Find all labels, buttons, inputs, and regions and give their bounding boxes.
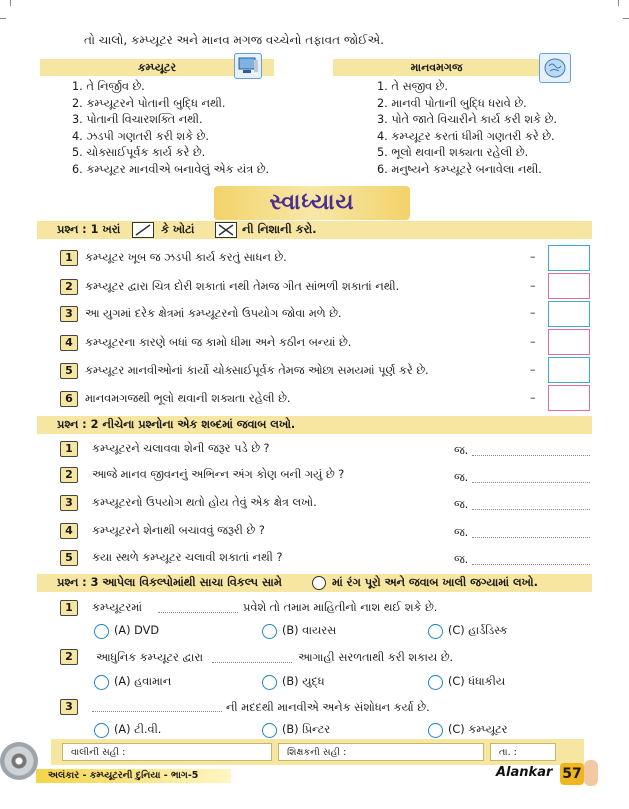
crop-mark <box>618 0 619 6</box>
list-item: 3. પોતે જાતે વિચારીને કાર્ય કરી શકે છે. <box>377 113 557 127</box>
list-item: 1. તે સજીવ છે. <box>377 80 448 93</box>
q1-heading-part: કે ખોટાં <box>161 223 195 236</box>
statement-text: કમ્પ્યૂટર દ્વારા ચિત્ર દોરી શકાતાં નથી તેમજ ગીત સાંભળી શકાતાં નથી. <box>85 280 400 293</box>
question-number: 5 <box>60 363 78 379</box>
true-false-answer-box[interactable] <box>548 357 590 383</box>
option-label: (B) પ્રિન્ટર <box>282 723 331 736</box>
statement-text: કમ્પ્યૂટર માનવીઓનાં કાર્યો ચોક્સાઈપૂર્વક તેમજ ઓછા સમયમાં પૂર્ણ કરે છે. <box>85 364 429 377</box>
q1-heading-part: ની નિશાની કરો. <box>242 223 317 236</box>
crop-mark <box>623 18 629 19</box>
answer-label: જ. <box>454 498 469 511</box>
option-label: (C) ધંધાકીય <box>448 675 506 688</box>
true-false-answer-box[interactable] <box>548 301 590 327</box>
statement-text: માનવમગજથી ભૂલો થવાની શક્યતા રહેલી છે. <box>85 392 291 405</box>
fill-blank-line[interactable] <box>212 662 292 663</box>
crop-mark <box>10 0 11 6</box>
q1-heading-part: પ્રશ્ન : 1 ખરાં <box>57 223 121 236</box>
question-number: 5 <box>60 550 78 566</box>
blank-prefix: આધુનિક કમ્પ્યૂટર દ્વારા <box>96 651 204 664</box>
question-number: 2 <box>60 279 78 295</box>
list-item: 4. ઝડપી ગણતરી કરી શકે છે. <box>72 129 209 143</box>
true-false-answer-box[interactable] <box>548 245 590 271</box>
dash: – <box>530 363 536 376</box>
answer-line[interactable] <box>472 564 590 565</box>
question-2-heading: પ્રશ્ન : 2 નીચેના પ્રશ્નોના એક શબ્દમાં જવાબ લખો. <box>37 416 592 434</box>
option-label: (B) યુદ્ધ <box>282 675 325 688</box>
answer-label: જ. <box>454 526 469 539</box>
list-item: 6. મનુષ્યને કમ્પ્યૂટરે બનાવેલા નથી. <box>377 162 542 176</box>
true-false-answer-box[interactable] <box>548 273 590 299</box>
question-number: 3 <box>60 699 78 715</box>
q3-heading-part: માં રંગ પૂરો અને જવાબ ખાલી જગ્યામાં લખો. <box>332 576 538 589</box>
blank-suffix: પ્રવેશે તો તમામ માહિતીનો નાશ થઈ શકે છે. <box>243 601 438 614</box>
blank-prefix: કમ્પ્યૂટરમાં <box>92 601 142 614</box>
question-text: કમ્પ્યૂટરને શેનાથી બચાવવું જરૂરી છે ? <box>92 524 265 537</box>
option-radio[interactable] <box>262 723 277 738</box>
fill-blank-line[interactable] <box>92 711 222 712</box>
answer-line[interactable] <box>472 455 590 456</box>
section-title: સ્વાધ્યાય <box>269 190 355 215</box>
circle-icon <box>312 576 326 590</box>
hand-icon <box>584 760 598 786</box>
answer-label: જ. <box>454 444 469 457</box>
computer-facts-list <box>72 79 269 179</box>
option-radio[interactable] <box>262 675 277 690</box>
cross-box-icon <box>215 222 237 238</box>
list-item: 5. ભૂલો થવાની શક્યતા રહેલી છે. <box>377 146 529 160</box>
dash: – <box>530 391 536 404</box>
question-number: 3 <box>60 306 78 322</box>
question-number: 1 <box>60 600 78 616</box>
question-number: 3 <box>60 495 78 511</box>
question-text: કમ્પ્યૂટરને ચલાવવા શેની જરૂર પડે છે ? <box>92 442 270 455</box>
crop-mark <box>0 18 6 19</box>
option-radio[interactable] <box>428 675 443 690</box>
answer-label: જ. <box>454 553 469 566</box>
blank-suffix: આગાહી સરળતાથી કરી શકાય છે. <box>298 651 454 664</box>
list-item: 5. ચોક્સાઈપૂર્વક કાર્ય કરે છે. <box>72 146 206 160</box>
question-number: 6 <box>60 391 78 407</box>
page-number: 57 <box>560 763 584 785</box>
dash: – <box>530 306 536 319</box>
fill-blank-line[interactable] <box>158 612 238 613</box>
teacher-signature-field[interactable]: શિક્ષકની સહી : <box>278 743 484 761</box>
date-field[interactable]: તા. : <box>490 743 556 761</box>
option-radio[interactable] <box>94 723 109 738</box>
option-label: (C) હાર્ડડિસ્ક <box>448 624 508 637</box>
question-number: 1 <box>60 250 78 266</box>
publisher-logo: Alankar <box>496 765 553 780</box>
intro-text: તો ચાલો, કમ્પ્યૂટર અને માનવ મગજ વચ્ચેનો તફાવત જોઈએ. <box>84 33 384 47</box>
question-text: આજે માનવ જીવનનું અભિન્ન અંગ કોણ બની ગયું છે ? <box>92 468 345 481</box>
question-text: કયા સ્થળે કમ્પ્યૂટર ચલાવી શકાતાં નથી ? <box>92 551 283 564</box>
question-3-heading <box>37 574 592 592</box>
list-item: 2. કમ્પ્યૂટરને પોતાની બુદ્ધિ નથી. <box>72 96 226 110</box>
option-radio[interactable] <box>428 723 443 738</box>
true-false-answer-box[interactable] <box>548 385 590 411</box>
statement-text: કમ્પ્યૂટર ખૂબ જ ઝડપી કાર્ય કરતું સાધન છે. <box>85 251 287 264</box>
brain-column-header: માનવમગજ <box>333 59 540 76</box>
list-item: 3. પોતાની વિચારશક્તિ નથી. <box>72 113 203 127</box>
list-item: 4. કમ્પ્યૂટર કરતાં ધીમી ગણતરી કરે છે. <box>377 129 555 143</box>
option-label: (C) કમ્પ્યૂટર <box>448 723 508 736</box>
parent-signature-field[interactable]: વાલીની સહી : <box>62 743 272 761</box>
dash: – <box>530 335 536 348</box>
option-label: (A) ટી.વી. <box>114 723 162 736</box>
computer-column-header: કમ્પ્યૂટર <box>40 59 274 76</box>
q3-heading-part: પ્રશ્ન : 3 આપેલા વિકલ્પોમાંથી સાચા વિકલ્પ સામે <box>57 576 282 589</box>
option-radio[interactable] <box>94 624 109 639</box>
option-label: (B) વાયરસ <box>282 624 337 637</box>
question-1-heading <box>37 221 592 239</box>
option-radio[interactable] <box>262 624 277 639</box>
true-false-answer-box[interactable] <box>548 329 590 355</box>
statement-text: કમ્પ્યૂટરના કારણે બધાં જ કામો ધીમા અને કઠીન બન્યાં છે. <box>85 336 352 349</box>
question-number: 4 <box>60 523 78 539</box>
list-item: 1. તે નિર્જીવ છે. <box>72 80 145 93</box>
option-label: (A) હવામાન <box>114 675 172 688</box>
question-number: 2 <box>60 467 78 483</box>
cd-disc-icon <box>0 742 38 780</box>
computer-icon <box>234 53 262 79</box>
question-number: 4 <box>60 335 78 351</box>
brain-facts-list <box>377 79 557 179</box>
answer-line[interactable] <box>472 482 590 483</box>
list-item: 2. માનવી પોતાની બુદ્ધિ ધરાવે છે. <box>377 96 527 110</box>
answer-line[interactable] <box>472 537 590 538</box>
list-item: 6. કમ્પ્યૂટર માનવીએ બનાવેલું એક યંત્ર છે. <box>72 162 270 176</box>
tick-box-icon <box>132 222 154 238</box>
blank-suffix: ની મદદથી માનવીએ અનેક સંશોધન કર્યા છે. <box>226 701 430 714</box>
question-number: 1 <box>60 441 78 457</box>
statement-text: આ યુગમાં દરેક ક્ષેત્રમાં કમ્પ્યૂટરનો ઉપયોગ જોવા મળે છે. <box>85 307 342 320</box>
dash: – <box>530 279 536 292</box>
question-number: 2 <box>60 649 78 665</box>
dash: – <box>530 250 536 263</box>
option-label: (A) DVD <box>114 624 160 637</box>
answer-line[interactable] <box>472 509 590 510</box>
question-text: કમ્પ્યૂટરનો ઉપયોગ થતો હોય તેવું એક ક્ષેત્ર લખો. <box>92 496 317 509</box>
book-title: અલંકાર - કમ્પ્યૂટરની દુનિયા - ભાગ-5 <box>36 769 231 783</box>
answer-label: જ. <box>454 471 469 484</box>
option-radio[interactable] <box>94 675 109 690</box>
option-radio[interactable] <box>428 624 443 639</box>
